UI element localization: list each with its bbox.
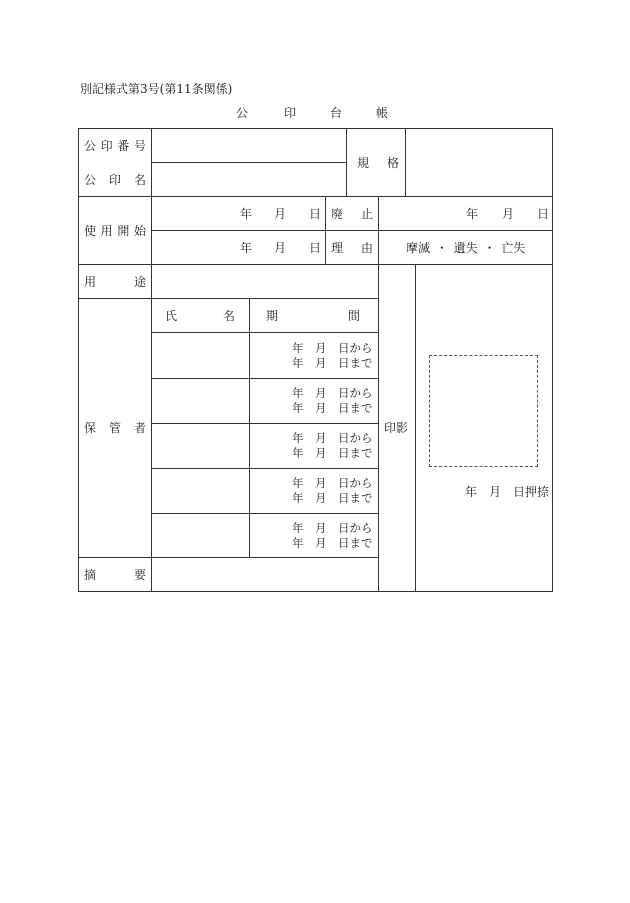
date-year: 年 xyxy=(240,207,253,221)
title-char: 公 xyxy=(236,106,249,120)
label-impression: 印影 xyxy=(384,421,409,435)
date-month: 月 xyxy=(274,207,287,221)
label-summary xyxy=(84,568,146,582)
title-char: 台 xyxy=(330,106,343,120)
period-to: 年 月 日まで xyxy=(292,491,373,505)
label-char: 始 xyxy=(133,224,146,238)
date-day: 日 xyxy=(309,241,322,255)
label-char: 摘 xyxy=(84,568,97,582)
period-to: 年 月 日まで xyxy=(292,356,373,370)
label-char: 名 xyxy=(133,173,146,187)
label-char: 号 xyxy=(133,139,146,153)
label-start-use xyxy=(84,224,146,238)
label-char: 要 xyxy=(133,568,146,582)
label-char: 止 xyxy=(360,207,373,221)
period-from: 年 月 日から xyxy=(292,386,373,400)
label-reason xyxy=(331,241,373,255)
label-char: 使 xyxy=(84,224,97,238)
label-char: 公 xyxy=(84,173,97,187)
period-to: 年 月 日まで xyxy=(292,401,373,415)
period-row xyxy=(292,431,373,461)
label-char: 者 xyxy=(133,421,146,435)
label-seal-name xyxy=(84,173,146,187)
seal-impression-box xyxy=(429,355,538,467)
header-char: 名 xyxy=(222,309,235,323)
period-from: 年 月 日から xyxy=(292,431,373,445)
form-caption: 別記様式第3号(第11条関係) xyxy=(80,82,233,96)
period-row xyxy=(292,341,373,371)
period-from: 年 月 日から xyxy=(292,521,373,535)
date-month: 月 xyxy=(502,207,515,221)
label-char: 規 xyxy=(357,156,370,170)
header-name xyxy=(165,309,235,323)
label-char: 廃 xyxy=(331,207,344,221)
label-char: 由 xyxy=(360,241,373,255)
date-year: 年 xyxy=(240,241,253,255)
date-day: 日 xyxy=(309,207,322,221)
period-row xyxy=(292,386,373,416)
label-char: 用 xyxy=(84,275,97,289)
label-char: 途 xyxy=(133,275,146,289)
title-char: 帳 xyxy=(376,106,389,120)
date-month: 月 xyxy=(274,241,287,255)
period-row xyxy=(292,476,373,506)
label-char: 保 xyxy=(84,421,97,435)
header-char: 間 xyxy=(347,309,360,323)
label-char: 開 xyxy=(117,224,130,238)
label-char: 番 xyxy=(117,139,130,153)
label-seal-number xyxy=(84,139,146,153)
label-char: 公 xyxy=(84,139,97,153)
label-char: 管 xyxy=(108,421,121,435)
period-row xyxy=(292,521,373,551)
label-char: 印 xyxy=(100,139,113,153)
period-to: 年 月 日まで xyxy=(292,446,373,460)
label-char: 格 xyxy=(386,156,399,170)
period-to: 年 月 日まで xyxy=(292,536,373,550)
label-char: 理 xyxy=(331,241,344,255)
period-from: 年 月 日から xyxy=(292,476,373,490)
seal-date: 年 月 日押捺 xyxy=(465,485,550,499)
date-day: 日 xyxy=(537,207,550,221)
period-from: 年 月 日から xyxy=(292,341,373,355)
header-period xyxy=(266,309,360,323)
label-custodian xyxy=(84,421,146,435)
label-spec xyxy=(357,156,399,170)
label-char: 用 xyxy=(100,224,113,238)
reason-options: 摩滅 ・ 遺失 ・ 亡失 xyxy=(406,241,526,255)
header-char: 期 xyxy=(266,309,279,323)
label-purpose xyxy=(84,275,146,289)
title-char: 印 xyxy=(284,106,297,120)
label-abolition xyxy=(331,207,373,221)
label-char: 印 xyxy=(108,173,121,187)
date-year: 年 xyxy=(466,207,479,221)
header-char: 氏 xyxy=(165,309,178,323)
